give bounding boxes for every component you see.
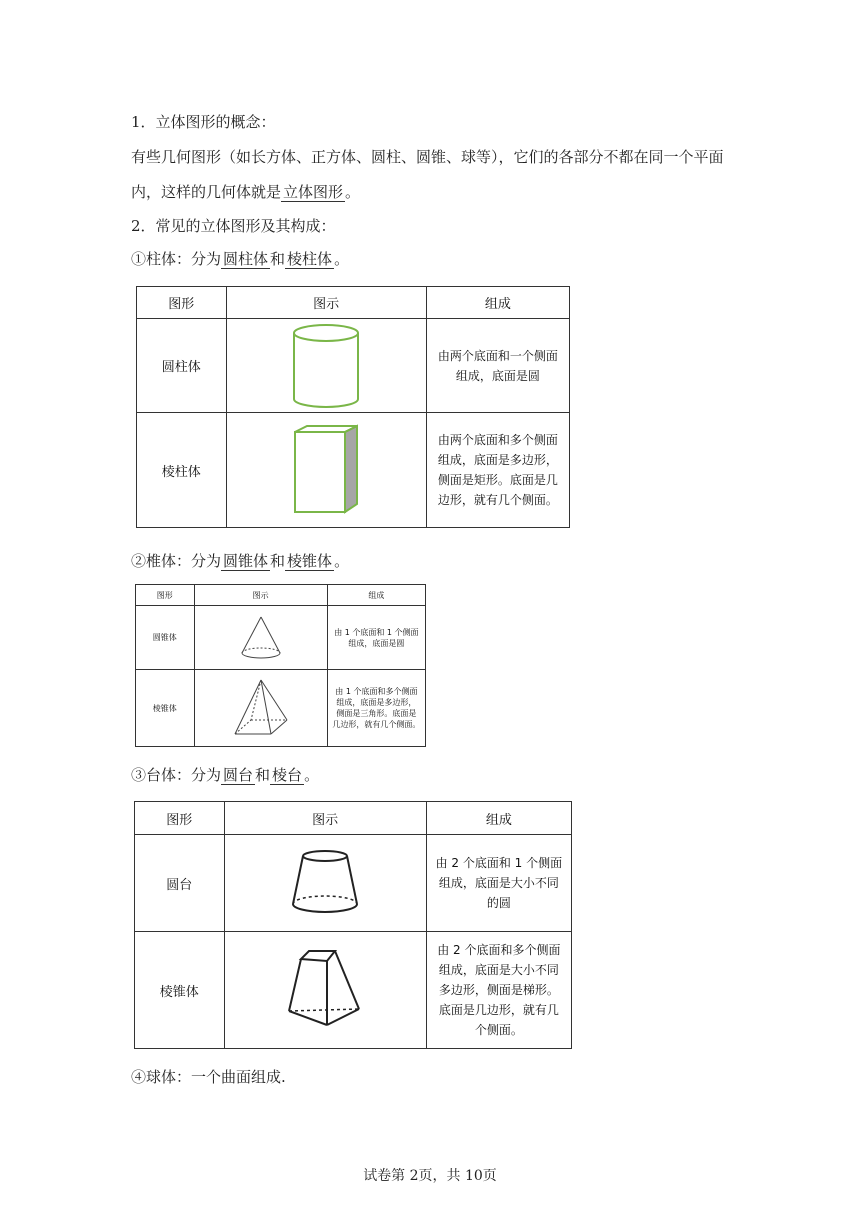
section1-text-line2 [131,182,360,202]
cylinder-figure-cell [226,319,426,413]
row-desc [426,413,569,528]
desc-line: 组成，底面是多边形， [336,698,417,707]
desc-line: 由 1 个底面和多个侧面 [335,687,418,696]
desc-line: 由两个底面和多个侧面 [437,433,558,447]
desc-line: 组成，底面是多边形， [437,453,558,467]
row-desc [327,606,425,670]
frustum-prefix: ③台体：分为 [131,766,222,784]
section1-text-line1: 有些几何图形（如长方体、正方体、圆柱、圆锥、球等），它们的各部分不都在同一个平面 [131,148,724,166]
frustum-answer-b: 棱台 [272,766,303,784]
desc-line: 组成，底面是大小不同 [438,876,559,890]
sphere-line: ④球体：一个曲面组成. [131,1068,286,1086]
frustum-line [131,765,319,785]
row-desc [426,932,571,1049]
desc-line: 由 2 个底面和多个侧面 [437,943,561,957]
section1-answer-blank: 立体图形 [283,183,344,201]
truncated-pyramid-icon [287,947,363,1033]
desc-line: 多边形，侧面是梯形。 [438,983,559,997]
row-desc [426,319,569,413]
header-shape: 图形 [136,585,195,606]
header-shape: 图形 [135,802,225,835]
section1-text-suffix: 。 [345,183,361,201]
frustum-table [134,801,572,1049]
pyramid-line [131,551,349,571]
row-name: 棱锥体 [135,932,225,1049]
prism-suffix: 。 [334,250,350,268]
row-name: 圆柱体 [137,319,227,413]
section1-heading: 1．立体图形的概念： [131,113,276,131]
header-figure: 图示 [226,287,426,319]
header-composition: 组成 [426,287,569,319]
row-desc [426,835,571,932]
cone-icon [236,613,286,663]
pyramid-answer-a: 圆锥体 [223,552,269,570]
frustum-suffix: 。 [304,766,320,784]
frustum-mid: 和 [255,766,271,784]
truncated-cone-icon [288,848,362,918]
prism-line [131,249,349,269]
frustum-answer-a: 圆台 [223,766,254,784]
row-name: 棱锥体 [136,670,195,747]
prism-mid: 和 [270,250,286,268]
desc-line: 侧面是三角形。底面是 [336,709,417,718]
desc-line: 组成，底面是大小不同 [438,963,559,977]
header-composition: 组成 [327,585,425,606]
desc-line: 的圆 [486,896,511,910]
cone-figure-cell [194,606,327,670]
desc-line: 几边形，就有几个侧面。 [332,720,421,729]
prism-icon [291,424,361,516]
prism-answer-a: 圆柱体 [223,250,269,268]
pyramid-icon [231,676,291,740]
section2-heading: 2．常见的立体图形及其构成： [131,217,336,235]
page-footer: 试卷第 2页，共 10页 [363,1168,497,1184]
desc-line: 个侧面。 [474,1023,523,1037]
desc-line: 组成，底面是圆 [348,638,405,648]
prism-answer-b: 棱柱体 [287,250,333,268]
desc-line: 由 1 个底面和 1 个侧面 [334,627,419,637]
prism-prefix: ①柱体：分为 [131,250,222,268]
truncated-pyramid-figure-cell [224,932,426,1049]
header-composition: 组成 [426,802,571,835]
row-name: 圆台 [135,835,225,932]
desc-line: 底面是几边形，就有几 [438,1003,559,1017]
desc-line: 由 2 个底面和 1 个侧面 [435,856,563,870]
prism-table [136,286,570,528]
pyramid-answer-b: 棱锥体 [287,552,333,570]
prism-figure-cell [226,413,426,528]
desc-line: 边形，就有几个侧面。 [437,493,558,507]
cylinder-icon [286,321,366,411]
header-shape: 图形 [137,287,227,319]
pyramid-figure-cell [194,670,327,747]
pyramid-mid: 和 [270,552,286,570]
desc-line: 由两个底面和一个侧面 [437,348,558,363]
header-figure: 图示 [224,802,426,835]
section1-text-prefix: 内，这样的几何体就是 [131,183,282,201]
header-figure: 图示 [194,585,327,606]
pyramid-prefix: ②椎体：分为 [131,552,222,570]
truncated-cone-figure-cell [224,835,426,932]
row-name: 圆锥体 [136,606,195,670]
row-name: 棱柱体 [137,413,227,528]
pyramid-suffix: 。 [334,552,350,570]
desc-line: 侧面是矩形。底面是几 [437,473,558,487]
pyramid-table [135,584,426,747]
desc-line: 组成，底面是圆 [455,368,540,383]
row-desc [327,670,425,747]
